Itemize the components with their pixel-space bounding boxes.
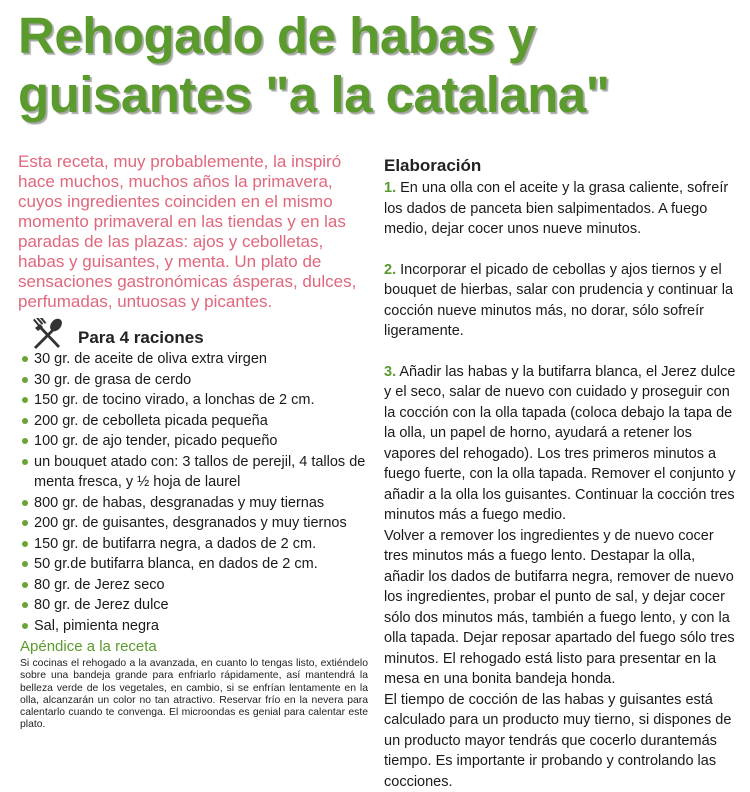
list-item: 100 gr. de ajo tender, picado pequeño	[20, 431, 370, 452]
list-item: 50 gr.de butifarra blanca, en dados de 2 cm.	[20, 554, 370, 575]
recipe-title: Rehogado de habas y guisantes "a la catalana"	[18, 6, 738, 124]
list-item: 800 gr. de habas, desgranadas y muy tiernas	[20, 493, 370, 514]
step-number: 1.	[384, 180, 396, 196]
appendix-title: Apéndice a la receta	[20, 638, 157, 655]
elaboration-title: Elaboración	[384, 156, 481, 176]
list-item: 80 gr. de Jerez dulce	[20, 595, 370, 616]
elaboration-steps	[384, 178, 738, 792]
servings-label: Para 4 raciones	[78, 328, 204, 348]
step-2	[384, 260, 738, 342]
step-number: 3.	[384, 364, 396, 380]
list-item: 80 gr. de Jerez seco	[20, 575, 370, 596]
step-continuation: Volver a remover los ingredientes y de nuevo cocer tres minutos más a fuego lento. Destapar la olla, añadir los dados de butifarra negra, remover de nuevo los ingredientes, probar el punto de sal, y dejar cocer sólo dos minutos más, también a fuego lento, y con la olla tapada. Dejar reposar apartado del fuego sólo tres minutos. El rehogado está listo para presentar en la mesa en una bonita bandeja honda.	[384, 526, 738, 690]
list-item: 150 gr. de butifarra negra, a dados de 2 cm.	[20, 534, 370, 555]
ingredient-list	[20, 349, 370, 636]
step-continuation: El tiempo de cocción de las habas y guisantes está calculado para un producto muy tierno, si dispones de un producto mayor tendrás que cocerlo durantemás tiempo. Es importante ir probando y controlando las cocciones.	[384, 690, 738, 792]
step-text: En una olla con el aceite y la grasa caliente, sofreír los dados de panceta bien salpimentados. A fuego medio, dejar cocer unos nueve minutos.	[384, 180, 728, 237]
list-item: 30 gr. de grasa de cerdo	[20, 370, 370, 391]
list-item: 200 gr. de guisantes, desgranados y muy tiernos	[20, 513, 370, 534]
list-item: Sal, pimienta negra	[20, 616, 370, 637]
step-number: 2.	[384, 262, 396, 278]
step-text: Incorporar el picado de cebollas y ajos tiernos y el bouquet de hierbas, salar con prudencia y continuar la cocción nueve minutos más, no dorar, sólo sofreír ligeramente.	[384, 262, 733, 340]
appendix-text: Si cocinas el rehogado a la avanzada, en cuanto lo tengas listo, extiéndelo sobre una bandeja grande para enfriarlo rápidamente, así mantendrá la belleza verde de los vegetales, en cambio, si se enfrían lentamente en la olla, alcanzarán un color no tan atractivo. Reservar frío en la nevera para calentarlo cuando te convenga. El microondas es genial para calentar este plato.	[20, 658, 368, 732]
list-item: 30 gr. de aceite de oliva extra virgen	[20, 349, 370, 370]
list-item: 150 gr. de tocino virado, a lonchas de 2 cm.	[20, 390, 370, 411]
step-text: Añadir las habas y la butifarra blanca, el Jerez dulce y el seco, salar de nuevo con cuidado y proseguir con la cocción con la olla tapada (coloca debajo la tapa de la olla, un papel de horno, ayudará a retener los vapores del rehogado). Los tres primeros minutos a fuego fuerte, con la olla tapada. Remover el conjunto y añadir a la olla los guisantes. Continuar la cocción tres minutos más a fuego medio.	[384, 364, 735, 524]
fork-and-spoon-icon	[30, 318, 64, 350]
recipe-intro: Esta receta, muy probablemente, la inspiró hace muchos, muchos años la primavera, cuyos ingredientes coinciden en el mismo momento primaveral en las tiendas y en las paradas de las plazas: ajos y cebolletas, habas y guisantes, y menta. Un plato de sensaciones gastronómicas ásperas, dulces, perfumadas, untuosas y picantes.	[18, 152, 368, 312]
step-3	[384, 362, 738, 526]
step-1	[384, 178, 738, 240]
list-item: un bouquet atado con: 3 tallos de perejil, 4 tallos de menta fresca, y ½ hoja de laurel	[20, 452, 370, 493]
list-item: 200 gr. de cebolleta picada pequeña	[20, 411, 370, 432]
